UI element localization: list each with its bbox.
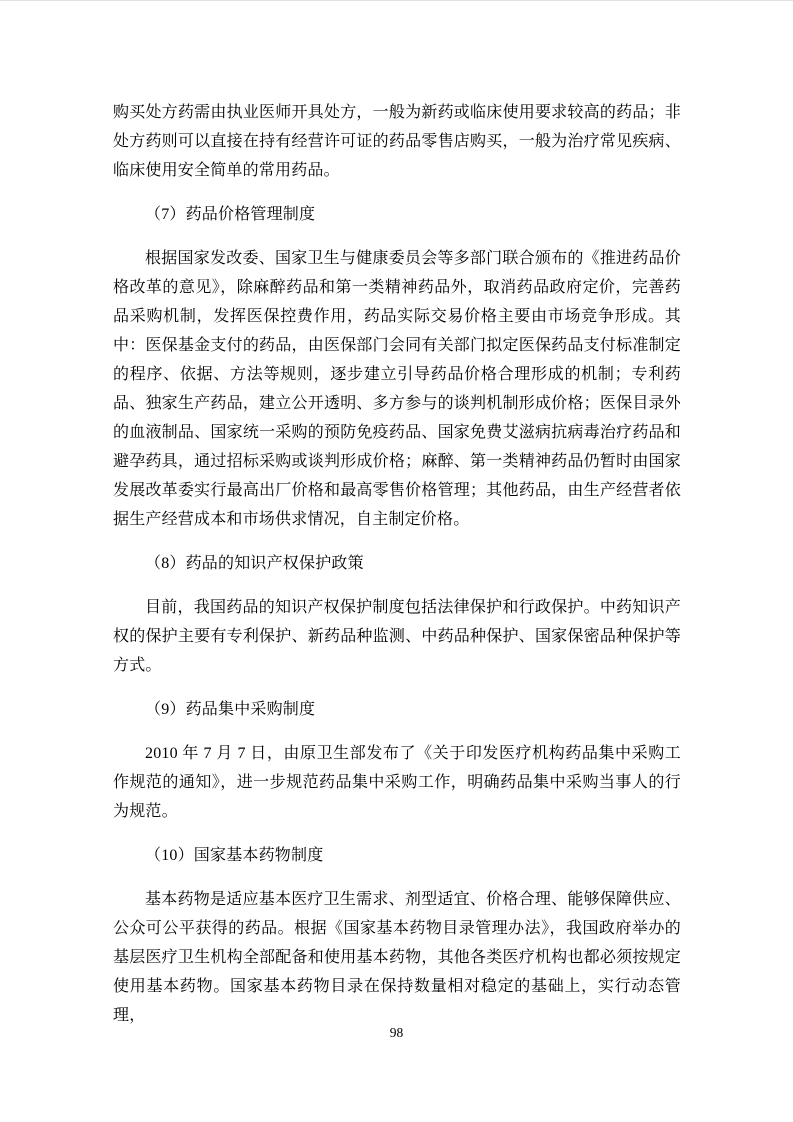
paragraph-essential-drugs: 基本药物是适应基本医疗卫生需求、剂型适宜、价格合理、能够保障供应、公众可公平获得的药品。根据《国家基本药物目录管理办法》，我国政府举办的基层医疗卫生机构全部配备和使用基本药物，其他各类医疗机构也都必须按规定使用基本药物。国家基本药物目录在保持数量相对稳定的基础上，实行动态管理， [113, 891, 681, 1024]
section-heading-8-ip-protection: （8）药品的知识产权保护政策 [145, 555, 364, 572]
paragraph-drug-price-management: 根据国家发改委、国家卫生与健康委员会等多部门联合颁布的《推进药品价格改革的意见》，除麻醉药品和第一类精神药品外，取消药品政府定价，完善药品采购机制，发挥医保控费作用，药品实际交易价格主要由市场竞争形成。其中：医保基金支付的药品，由医保部门会同有关部门拟定医保药品支付标准制定的程序、依据、方法等规则，逐步建立引导药品价格合理形成的机制；专利药品、独家生产药品，建立公开透明、多方参与的谈判机制形成价格；医保目录外的血液制品、国家统一采购的预防免疫药品、国家免费艾滋病抗病毒治疗药品和避孕药具，通过招标采购或谈判形成价格；麻醉、第一类精神药品仍暂时由国家发展改革委实行最高出厂价格和最高零售价格管理；其他药品，由生产经营者依据生产经营成本和市场供求情况，自主制定价格。 [113, 250, 681, 528]
paragraph-ip-protection: 目前，我国药品的知识产权保护制度包括法律保护和行政保护。中药知识产权的保护主要有专利保护、新药品种监测、中药品种保护、国家保密品种保护等方式。 [113, 599, 681, 674]
section-heading-7-drug-price-management: （7）药品价格管理制度 [145, 206, 316, 223]
section-heading-9-centralized-procurement: （9）药品集中采购制度 [145, 701, 316, 718]
paragraph-centralized-procurement: 2010 年 7 月 7 日，由原卫生部发布了《关于印发医疗机构药品集中采购工作规范的通知》，进一步规范药品集中采购工作，明确药品集中采购当事人的行为规范。 [113, 745, 681, 820]
section-heading-10-essential-drugs: （10）国家基本药物制度 [145, 847, 324, 864]
document-body [113, 98, 681, 1030]
page-number: 98 [389, 1025, 404, 1040]
paragraph-otc-drugs: 购买处方药需由执业医师开具处方，一般为新药或临床使用要求较高的药品；非处方药则可以直接在持有经营许可证的药品零售店购买，一般为治疗常见疾病、临床使用安全简单的常用药品。 [113, 104, 681, 179]
